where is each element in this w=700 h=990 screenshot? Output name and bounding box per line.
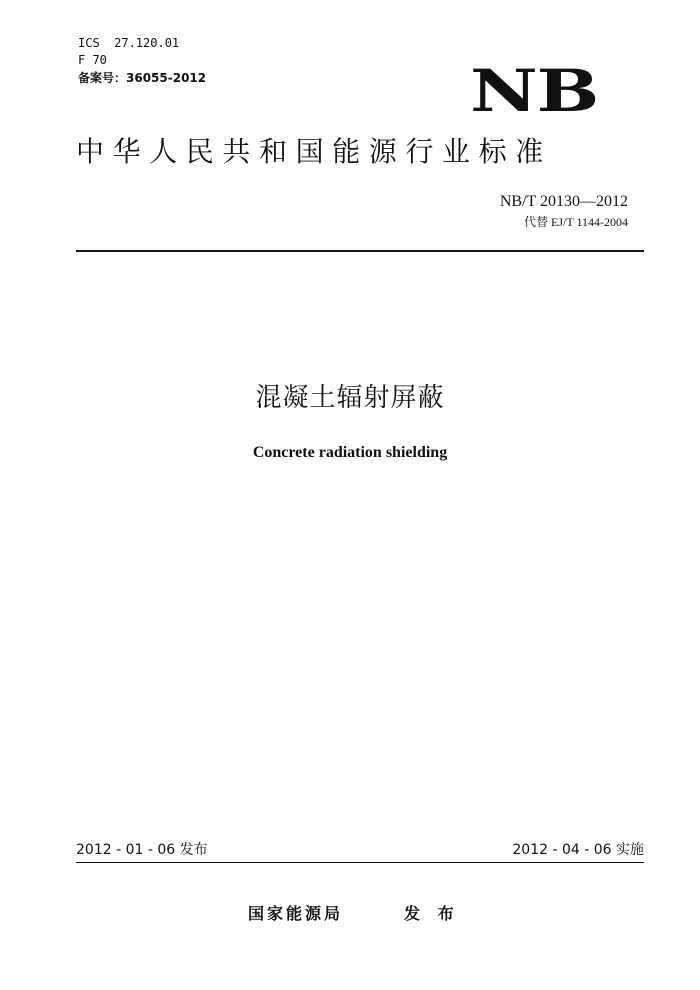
header-divider <box>76 250 644 252</box>
nb-logo: NB <box>470 57 599 125</box>
publisher-name: 国家能源局 <box>248 904 344 923</box>
replaced-standard: 代替 EJ/T 1144-2004 <box>524 215 628 229</box>
issue-date: 2012 - 01 - 06 发布 <box>76 842 208 858</box>
standard-category-title: 中华人民共和国能源行业标准 <box>76 135 552 168</box>
standard-code: NB/T 20130—2012 <box>499 193 628 210</box>
ics-code: ICS 27.120.01 <box>78 36 180 50</box>
classification-code: F 70 <box>78 53 107 67</box>
implementation-date: 2012 - 04 - 06 实施 <box>512 842 644 858</box>
publish-label: 发 布 <box>404 904 460 923</box>
document-title-en: Concrete radiation shielding <box>252 444 448 461</box>
filing-number: 备案号：36055-2012 <box>78 71 207 85</box>
document-title-cn: 混凝土辐射屏蔽 <box>255 383 445 413</box>
footer-divider <box>76 862 644 863</box>
